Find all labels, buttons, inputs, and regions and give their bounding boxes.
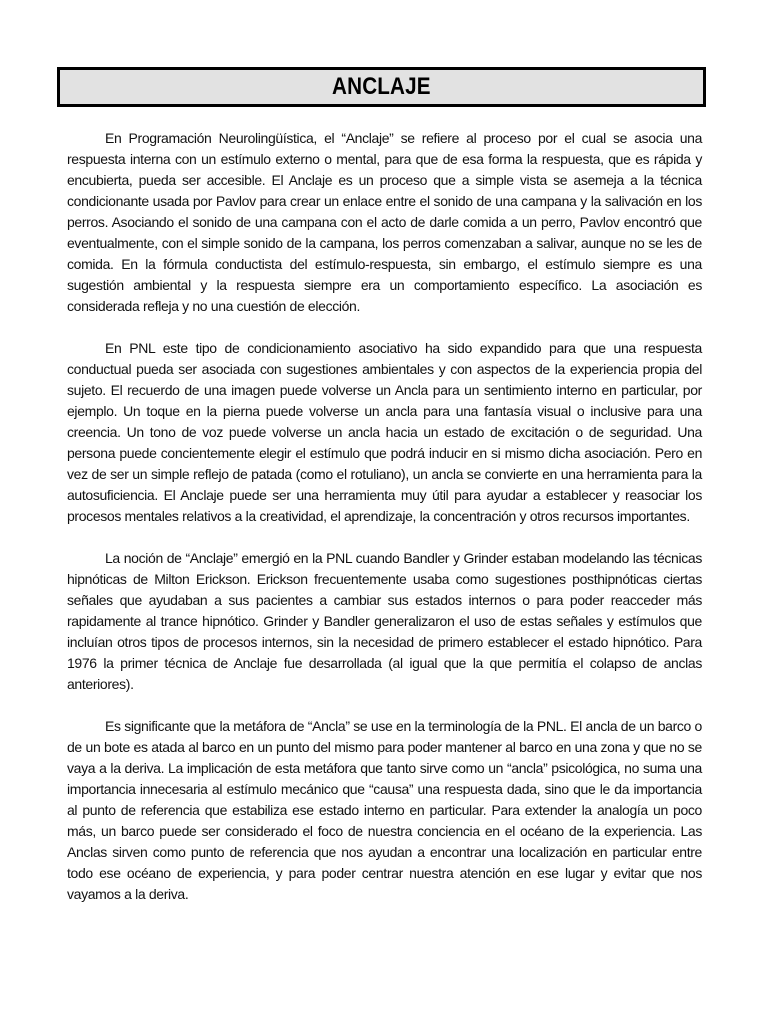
paragraph-1: En Programación Neurolingüística, el “Anclaje” se refiere al proceso por el cual se asocia una respuesta interna con un estímulo externo o mental, para que de esa forma la respuesta, que es rápida y encubierta, pueda ser accesible. El Anclaje es un proceso que a simple vista se asemeja a la técnica condicionante usada por Pavlov para crear un enlace entre el sonido de una campana y la salivación en los perros. Asociando el sonido de una campana con el acto de darle comida a un perro, Pavlov encontró que eventualmente, con el simple sonido de la campana, los perros comenzaban a salivar, aunque no se les de comida. En la fórmula conductista del estímulo-respuesta, sin embargo, el estímulo siempre es una sugestión ambiental y la respuesta siempre era un comportamiento específico. La asociación es considerada refleja y no una cuestión de elección. [67, 130, 702, 314]
body-text [67, 128, 702, 905]
paragraph-4: Es significante que la metáfora de “Ancla” se use en la terminología de la PNL. El ancla de un barco o de un bote es atada al barco en un punto del mismo para poder mantener al barco en una zona y que no se vaya a la deriva. La implicación de esta metáfora que tanto sirve como un “ancla” psicológica, no suma una importancia innecesaria al estímulo mecánico que “causa” una respuesta dada, sino que le da importancia al punto de referencia que estabiliza ese estado interno en particular. Para extender la analogía un poco más, un barco puede ser considerado el foco de nuestra conciencia en el océano de la experiencia. Las Anclas sirven como punto de referencia que nos ayudan a encontrar una localización en particular entre todo ese océano de experiencia, y para poder centrar nuestra atención en ese lugar y evitar que nos vayamos a la deriva. [67, 718, 702, 902]
page-title: ANCLAJE [332, 73, 431, 100]
title-box [57, 67, 706, 107]
paragraph-3: La noción de “Anclaje” emergió en la PNL cuando Bandler y Grinder estaban modelando las técnicas hipnóticas de Milton Erickson. Erickson frecuentemente usaba como sugestiones posthipnóticas ciertas señales que ayudaban a sus pacientes a cambiar sus estados internos o para poder reacceder más rapidamente al trance hipnótico. Grinder y Bandler generalizaron el uso de estas señales y estímulos que incluían otros tipos de procesos internos, sin la necesidad de primero establecer el estado hipnótico. Para 1976 la primer técnica de Anclaje fue desarrollada (al igual que la que permitía el colapso de anclas anteriores). [67, 550, 702, 692]
paragraph-2: En PNL este tipo de condicionamiento asociativo ha sido expandido para que una respuesta conductual pueda ser asociada con sugestiones ambientales y con aspectos de la experiencia propia del sujeto. El recuerdo de una imagen puede volverse un Ancla para un sentimiento interno en particular, por ejemplo. Un toque en la pierna puede volverse un ancla para una fantasía visual o inclusive para una creencia. Un tono de voz puede volverse un ancla hacia un estado de excitación o de seguridad. Una persona puede concientemente elegir el estímulo que podrá inducir en si mismo dicha asociación. Pero en vez de ser un simple reflejo de patada (como el rotuliano), un ancla se convierte en una herramienta para la autosuficiencia. El Anclaje puede ser una herramienta muy útil para ayudar a establecer y reasociar los procesos mentales relativos a la creatividad, el aprendizaje, la concentración y otros recursos importantes. [67, 340, 702, 524]
